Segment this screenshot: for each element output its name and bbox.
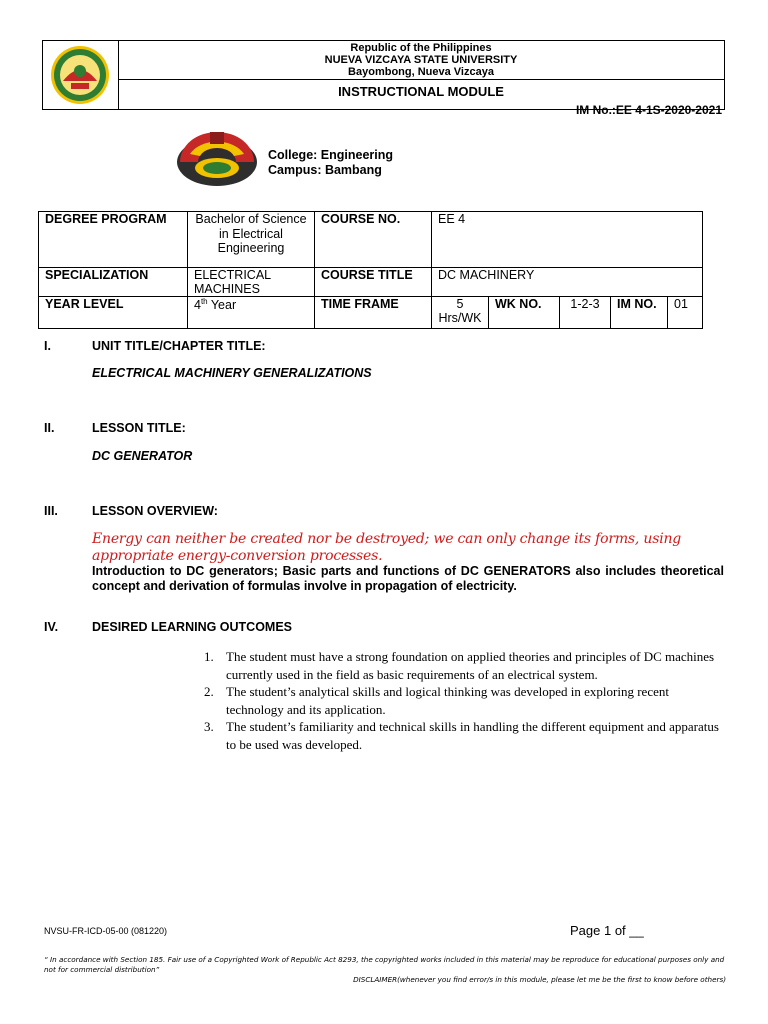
section-4-title: DESIRED LEARNING OUTCOMES [92,620,293,634]
list-item [204,718,726,753]
degree-value: Bachelor of Science in Electrical Engineering [188,212,315,268]
unit-title: ELECTRICAL MACHINERY GENERALIZATIONS [92,366,372,380]
header-divider [118,79,724,80]
section-2-title: LESSON TITLE: [92,421,186,435]
table-row [39,297,703,329]
specialization-label: SPECIALIZATION [39,268,188,297]
university-seal-icon [43,41,118,109]
university-seal [43,41,119,109]
page-number: Page 1 of __ [570,923,644,938]
im-no-label: IM NO. [611,297,668,329]
list-item [204,683,726,718]
university-location: Bayombong, Nueva Vizcaya [348,66,494,78]
course-info-table [38,211,703,329]
college-name: College: Engineering [268,148,394,162]
table-row [39,268,703,297]
lesson-overview-text: Introduction to DC generators; Basic parts and functions of DC GENERATORS also includes theoretical concept and derivation of formulas involve in propagation of electricity. [92,564,724,593]
university-name: NUEVA VIZCAYA STATE UNIVERSITY [324,54,518,66]
time-frame-value: 5 Hrs/WK [432,297,489,329]
im-no-value: 01 [668,297,703,329]
course-no-value: EE 4 [432,212,703,268]
republic-line: Republic of the Philippines [350,42,492,54]
lesson-title: DC GENERATOR [92,449,193,463]
section-4-number: IV. [44,620,59,634]
course-title-value: DC MACHINERY [432,268,703,297]
form-code: NVSU-FR-ICD-05-00 (081220) [44,926,168,936]
outcome-number: 3. [204,719,214,734]
document-header [42,40,725,110]
section-2-number: II. [44,421,55,435]
specialization-value: ELECTRICAL MACHINES [188,268,315,297]
section-1-title: UNIT TITLE/CHAPTER TITLE: [92,339,266,353]
list-item [204,648,726,683]
header-text [118,41,724,109]
degree-label: DEGREE PROGRAM [39,212,188,268]
outcome-number: 2. [204,684,214,699]
section-3-title: LESSON OVERVIEW: [92,504,218,518]
wk-no-label: WK NO. [489,297,560,329]
year-number: 4 [194,298,201,313]
module-title: INSTRUCTIONAL MODULE [338,84,504,99]
outcome-text: The student must have a strong foundation on applied theories and principles of DC machines currently used in the field as basic requirements of an electrical system. [226,649,715,682]
year-level-label: YEAR LEVEL [39,297,188,329]
table-row [39,212,703,268]
outcome-number: 1. [204,649,214,664]
year-suffix: th [200,297,208,306]
energy-quote: Energy can neither be created nor be destroyed; we can only change its forms, using appropriate energy-conversion processes. [92,531,682,564]
year-word: Year [207,298,237,313]
college-logo [172,124,262,190]
time-frame-label: TIME FRAME [315,297,432,329]
campus-name: Campus: Bambang [268,163,382,177]
outcome-text: The student’s analytical skills and logical thinking was developed in exploring recent technology and its application. [226,684,669,717]
im-number: IM No.:EE 4-1S-2020-2021 [575,103,722,117]
year-level-value [188,297,315,329]
learning-outcomes-list [204,648,726,753]
college-logo-icon [172,124,262,190]
section-1-number: I. [44,339,51,353]
disclaimer: DISCLAIMER(whenever you find error/s in this module, please let me be the first to know before others) [353,975,726,984]
wk-no-value: 1-2-3 [560,297,611,329]
course-title-label: COURSE TITLE [315,268,432,297]
outcome-text: The student’s familiarity and technical skills in handling the different equipment and apparatus to be used was developed. [226,719,719,752]
copyright-notice: “ In accordance with Section 185. Fair use of a Copyrighted Work of Republic Act 8293, the copyrighted works included in this material may be reproduce for educational purposes only and not for commercial distribution” [44,955,725,974]
college-info [268,148,393,178]
course-no-label: COURSE NO. [315,212,432,268]
section-3-number: III. [44,504,58,518]
